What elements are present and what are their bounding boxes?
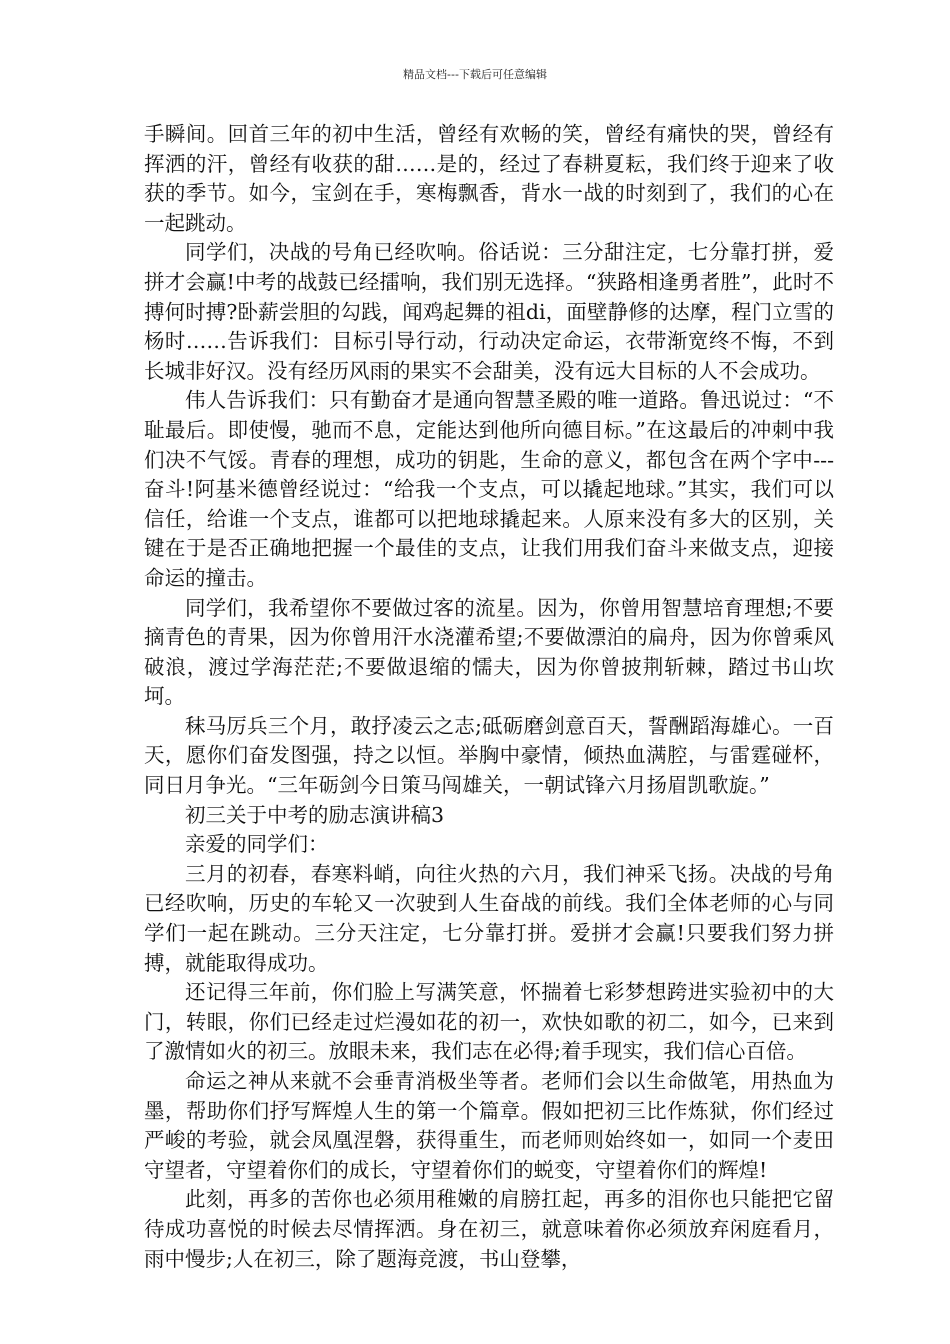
paragraph: 秣马厉兵三个月，敢抒凌云之志;砥砺磨剑意百天，誓酬蹈海雄心。一百天，愿你们奋发图强，持之以恒。举胸中豪情，倾热血满腔，与雷霆碰杯，同日月争光。“三年砺剑今日策马闯雄关，一朝试锋六月扬眉凯歌旋。” — [144, 713, 834, 798]
paragraph: 此刻，再多的苦你也必须用稚嫩的肩膀扛起，再多的泪你也只能把它留待成功喜悦的时候去尽情挥洒。身在初三，就意味着你必须放弃闲庭看月，雨中慢步;人在初三，除了题海竞渡，书山登攀， — [144, 1187, 834, 1271]
paragraph: 伟人告诉我们：只有勤奋才是通向智慧圣殿的唯一道路。鲁迅说过：“不耻最后。即使慢，驰而不息，定能达到他所向德目标。”在这最后的冲刺中我们决不气馁。青春的理想，成功的钥匙，生命的意义，都包含在两个字中---奋斗!阿基米德曾经说过：“给我一个支点，可以撬起地球。”其实，我们可以信任，给谁一个支点，谁都可以把地球撬起来。人原来没有多大的区别，关键在于是否正确地把握一个最佳的支点，让我们用我们奋斗来做支点，迎接命运的撞击。 — [144, 388, 834, 590]
paragraph: 还记得三年前，你们脸上写满笑意，怀揣着七彩梦想跨进实验初中的大门，转眼，你们已经走过烂漫如花的初一，欢快如歌的初二，如今，已来到了激情如火的初三。放眼未来，我们志在必得;着手现实，我们信心百倍。 — [144, 980, 834, 1064]
page-header: 精品文档---下载后可任意编辑 — [403, 68, 547, 81]
paragraph: 三月的初春，春寒料峭，向往火热的六月，我们神采飞扬。决战的号角已经吹响，历史的车轮又一次驶到人生奋战的前线。我们全体老师的心与同学们一起在跳动。三分天注定，七分靠打拼。爱拼才会赢!只要我们努力拼搏，就能取得成功。 — [144, 861, 834, 975]
paragraph: 手瞬间。回首三年的初中生活，曾经有欢畅的笑，曾经有痛快的哭，曾经有挥洒的汗，曾经有收获的甜……是的，经过了春耕夏耘，我们终于迎来了收获的季节。如今，宝剑在手，寒梅飘香，背水一战的时刻到了，我们的心在一起跳动。 — [144, 122, 834, 235]
section-heading: 初三关于中考的励志演讲稿3 — [185, 802, 445, 827]
salutation: 亲爱的同学们： — [185, 832, 329, 857]
paragraph: 命运之神从来就不会垂青消极坐等者。老师们会以生命做笔，用热血为墨，帮助你们抒写辉煌人生的第一个篇章。假如把初三比作炼狱，你们经过严峻的考验，就会凤凰涅磐，获得重生，而老师则始终如一，如同一个麦田守望者，守望着你们的成长，守望着你们的蜕变，守望着你们的辉煌! — [144, 1069, 834, 1182]
paragraph: 同学们，我希望你不要做过客的流星。因为，你曾用智慧培育理想;不要摘青色的青果，因为你曾用汗水浇灌希望;不要做漂泊的扁舟，因为你曾乘风破浪，渡过学海茫茫;不要做退缩的懦夫，因为你曾披荆斩棘，踏过书山坎坷。 — [144, 595, 834, 709]
paragraph: 同学们，决战的号角已经吹响。俗话说：三分甜注定，七分靠打拼，爱拼才会赢!中考的战鼓已经擂响，我们别无选择。“狭路相逢勇者胜”，此时不搏何时搏?卧薪尝胆的勾践，闻鸡起舞的祖di，面壁静修的达摩，程门立雪的杨时……告诉我们：目标引导行动，行动决定命运，衣带渐宽终不悔，不到长城非好汉。没有经历风雨的果实不会甜美，没有远大目标的人不会成功。 — [144, 240, 834, 383]
document-body — [144, 120, 834, 1274]
